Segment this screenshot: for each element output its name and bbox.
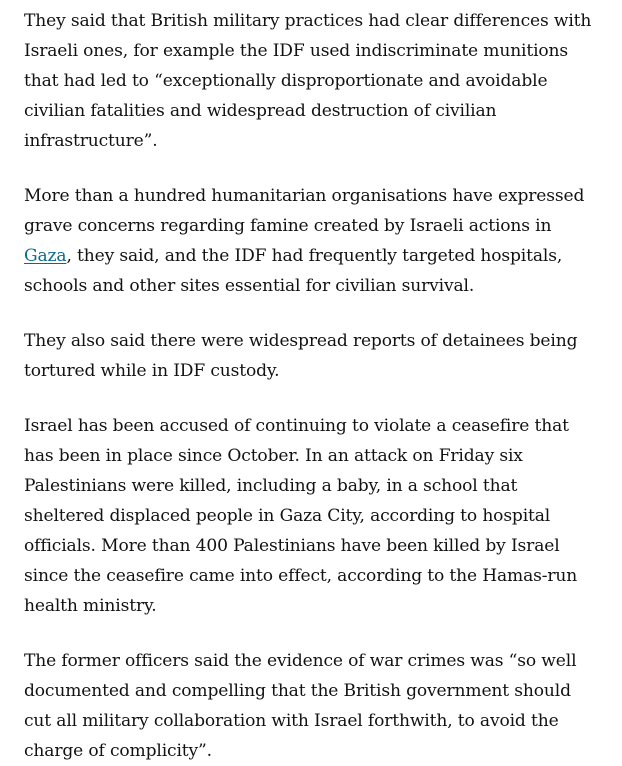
paragraph-war-crimes-evidence: The former officers said the evidence of war crimes was “so well documented and compelling that the British government should cut all military collaboration with Israel forthwith, to avoid the charge of complicity”. (24, 651, 577, 761)
paragraph-detainees: They also said there were widespread reports of detainees being tortured while in IDF custody. (24, 331, 578, 381)
paragraph-ceasefire: Israel has been accused of continuing to violate a ceasefire that has been in place since October. In an attack on Friday six Palestinians were killed, including a baby, in a school that sheltered displaced people in Gaza City, according to hospital officials. More than 400 Palestinians have been killed by Israel since the ceasefire came into effect, according to the Hamas-run health ministry. (24, 416, 578, 616)
paragraph-military-practices: They said that British military practices had clear differences with Israeli ones, for example the IDF used indiscriminate munitions that had led to “exceptionally disproportionate and avoidable civilian fatalities and widespread destruction of civilian infrastructure”. (24, 11, 592, 151)
paragraph-text-after-link: , they said, and the IDF had frequently targeted hospitals, schools and other sites essential for civilian survival. (24, 246, 563, 296)
paragraph-text-before-link: More than a hundred humanitarian organisations have expressed grave concerns regarding famine created by Israeli actions in (24, 186, 585, 236)
paragraph-humanitarian-concerns (24, 181, 594, 301)
gaza-link[interactable]: Gaza (24, 246, 67, 266)
article-body (24, 6, 594, 766)
